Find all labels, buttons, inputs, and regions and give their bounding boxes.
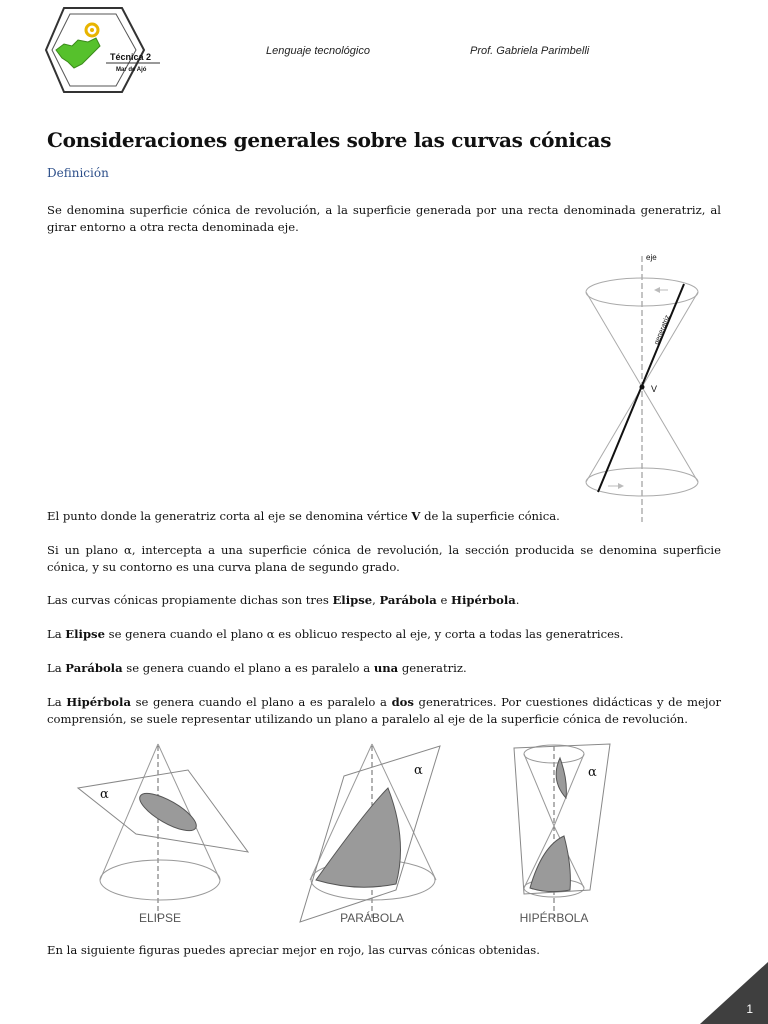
page-title: Consideraciones generales sobre las curvas cónicas: [47, 128, 612, 152]
ellipse-diagram: [78, 744, 248, 925]
alpha-label: α: [414, 763, 423, 778]
double-cone-figure: [578, 250, 708, 525]
logo-place: Mar de Ajó: [116, 67, 147, 73]
paragraph-figures-note: En la siguiente figuras puedes apreciar mejor en rojo, las curvas cónicas obtenidas.: [47, 943, 540, 957]
conic-sections-figure: [70, 740, 630, 930]
paragraph-vertex: El punto donde la generatriz corta al eje se denomina vértice V de la superficie cónica.: [47, 509, 560, 523]
section-heading: Definición: [47, 166, 109, 180]
logo-name: Técnica 2: [110, 52, 152, 62]
alpha-label: α: [588, 765, 597, 780]
map-shape-icon: [56, 38, 100, 68]
parabola-label: PARÁBOLA: [340, 911, 404, 925]
hyperbola-label: HIPÉRBOLA: [519, 911, 589, 925]
vertex-label: V: [651, 384, 658, 394]
ellipse-label: ELIPSE: [138, 911, 182, 925]
paragraph-three-curves: Las curvas cónicas propiamente dichas son tres Elipse, Parábola e Hipérbola.: [47, 593, 520, 607]
paragraph-parabola: La Parábola se genera cuando el plano a es paralelo a una generatriz.: [47, 661, 467, 675]
school-logo: [44, 6, 162, 94]
page-corner-decoration: [700, 962, 768, 1024]
page-number: 1: [746, 1002, 753, 1016]
axis-label: eje: [646, 253, 657, 262]
generatrix-label: generatriz: [653, 314, 672, 346]
alpha-label: α: [100, 787, 109, 802]
paragraph-plane: Si un plano α, intercepta a una superficie cónica de revolución, la sección producida se denomina superficie cónica, y su contorno es una curva plana de segundo grado.: [47, 543, 721, 574]
header-teacher: Prof. Gabriela Parimbelli: [470, 45, 590, 57]
vertex-point: [640, 385, 645, 390]
paragraph-hyperbola: La Hipérbola se genera cuando el plano a es paralelo a dos generatrices. Por cuestiones didácticas y de mejor comprensión, se suele representar utilizando un plano a paralelo al eje de la superficie cónica de revolución.: [47, 695, 721, 726]
hyperbola-diagram: [514, 744, 610, 925]
paragraph-ellipse: La Elipse se genera cuando el plano α es oblicuo respecto al eje, y corta a todas las generatrices.: [47, 627, 624, 641]
header-subject: Lenguaje tecnológico: [266, 45, 370, 57]
parabola-diagram: [300, 744, 440, 925]
paragraph-definition: Se denomina superficie cónica de revolución, a la superficie generada por una recta denominada generatriz, al girar entorno a otra recta denominada eje.: [47, 203, 721, 234]
